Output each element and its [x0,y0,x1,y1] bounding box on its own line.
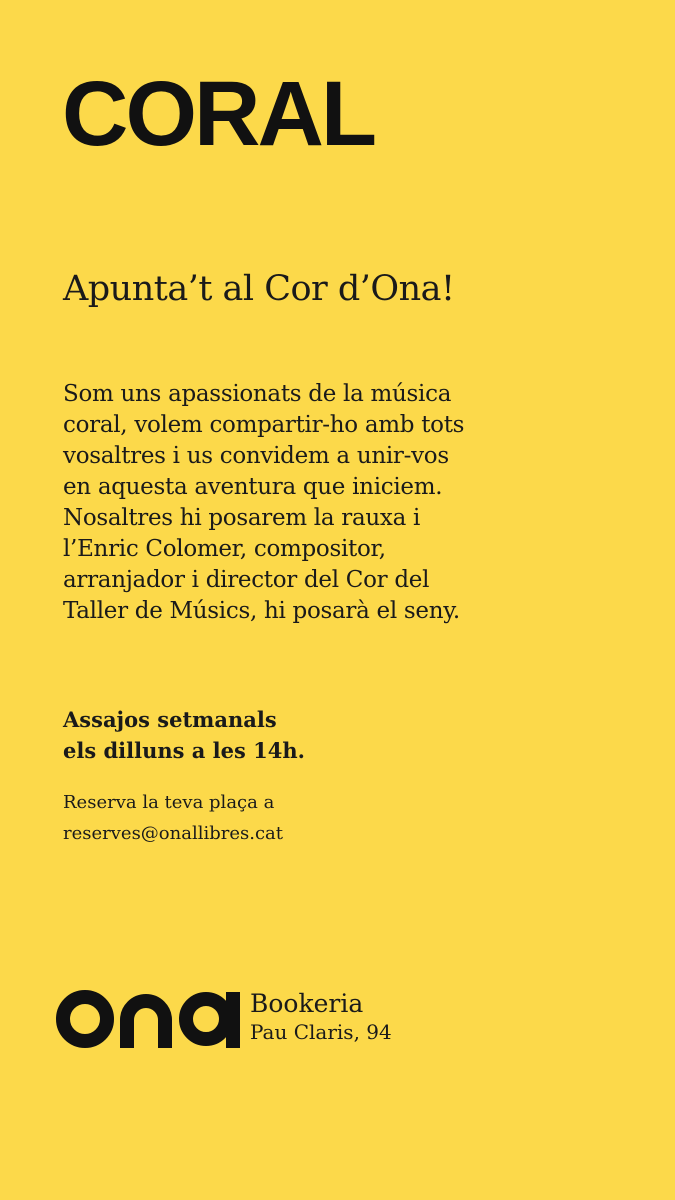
body-line: en aquesta aventura que iniciem. [63,474,443,500]
logo-letter-o [63,997,107,1041]
body-line: Nosaltres hi posarem la rauxa i [63,505,421,531]
store-info [250,990,392,1044]
subtitle: Apunta’t al Cor d’Ona! [63,269,455,309]
logo-letter-n [127,1001,165,1048]
body-line: arranjador i director del Cor del [63,567,430,593]
body-line: Taller de Músics, hi posarà el seny. [63,598,460,624]
logo-letter-a [186,992,240,1048]
brand-block [54,988,414,1058]
reservation-text: Reserva la teva plaça a [63,792,275,813]
headline: CORAL [62,63,375,165]
schedule-line: Assajos setmanals [63,707,277,732]
ona-logo [54,988,244,1050]
reservation-email[interactable]: reserves@onallibres.cat [63,823,284,844]
body-line: coral, volem compartir-ho amb tots [63,412,465,438]
store-name: Bookeria [250,989,364,1018]
schedule-line: els dilluns a les 14h. [63,738,305,763]
schedule [63,704,305,766]
reservation-info [63,787,283,849]
body-paragraph [63,379,533,627]
store-address: Pau Claris, 94 [250,1019,392,1044]
body-line: vosaltres i us convidem a unir-vos [63,443,449,469]
body-line: l’Enric Colomer, compositor, [63,536,386,562]
body-line: Som uns apassionats de la música [63,381,452,407]
